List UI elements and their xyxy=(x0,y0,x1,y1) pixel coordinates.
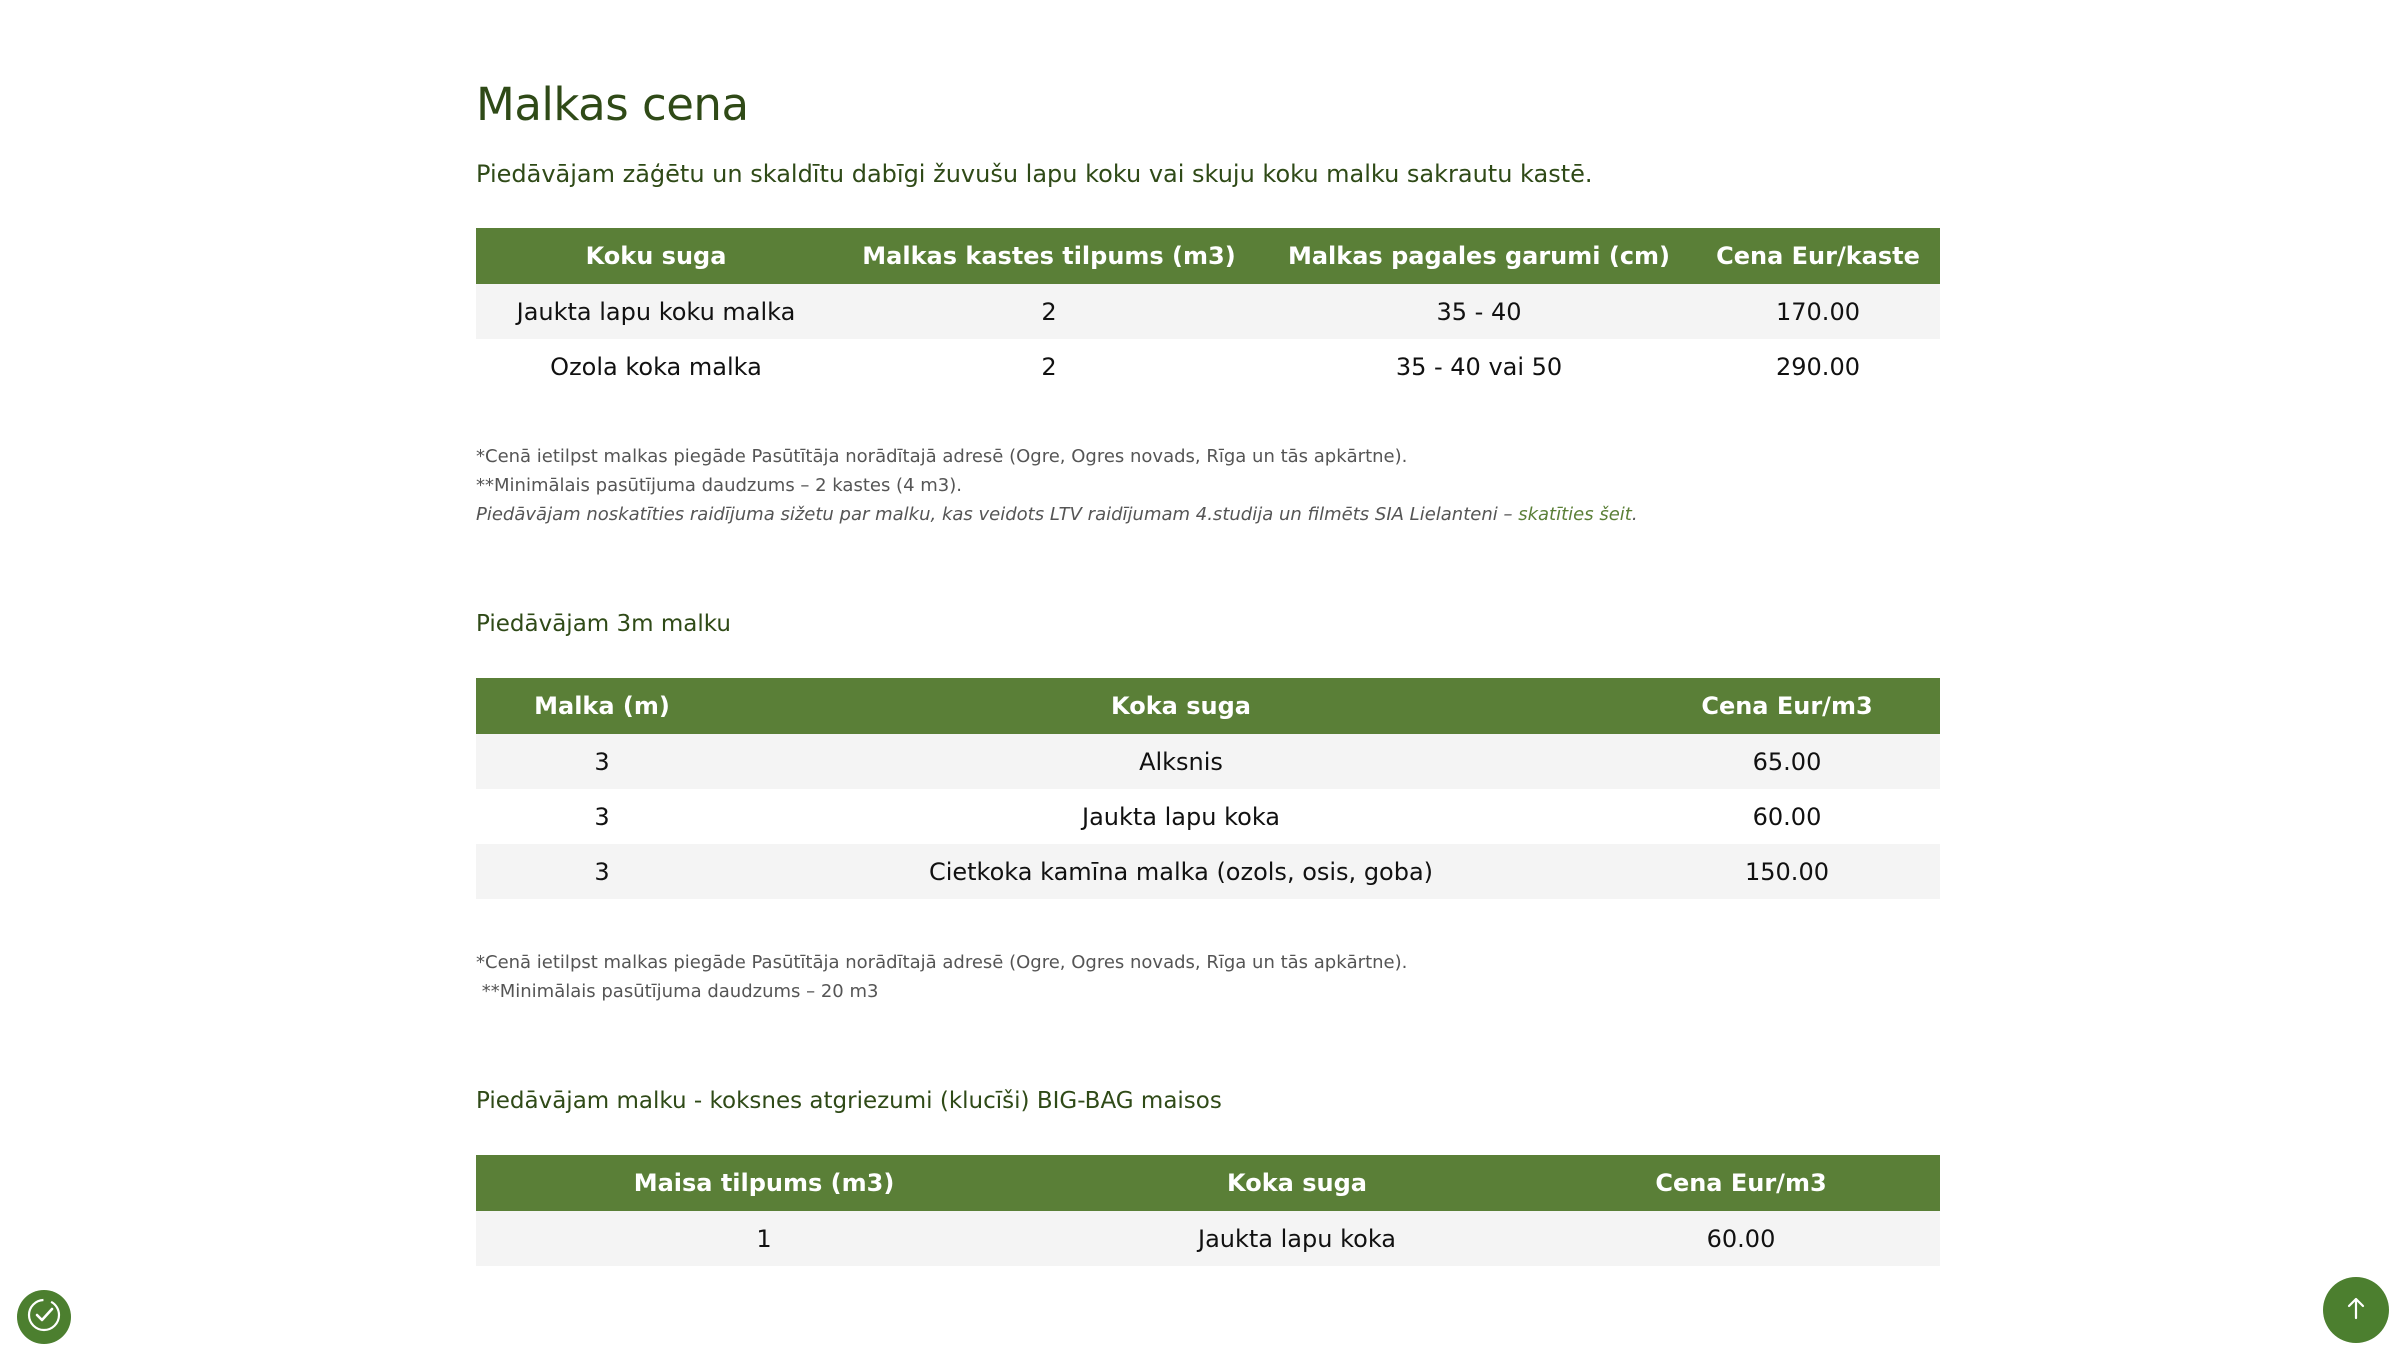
table-cell: Cietkoka kamīna malka (ozols, osis, goba) xyxy=(728,844,1634,899)
table-header-row xyxy=(476,1155,1940,1211)
table-cell: Jaukta lapu koku malka xyxy=(476,284,836,339)
table-cell: 35 - 40 vai 50 xyxy=(1262,339,1696,394)
delivery-note: *Cenā ietilpst malkas piegāde Pasūtītāja norādītajā adresē (Ogre, Ogres novads, Rīga un tās apkārtne). xyxy=(476,446,1408,467)
page-title: Malkas cena xyxy=(476,78,749,131)
watch-here-link[interactable]: skatīties šeit xyxy=(1518,504,1632,525)
table-cell: 2 xyxy=(836,284,1262,339)
column-header: Cena Eur/m3 xyxy=(1634,678,1940,734)
intro-text: Piedāvājam zāģētu un skaldītu dabīgi žuvušu lapu koku vai skuju koku malku sakrautu kastē. xyxy=(476,160,1593,188)
minimum-order-note: **Minimālais pasūtījuma daudzums – 2 kastes (4 m3). xyxy=(476,475,962,496)
table-cell: Jaukta lapu koka xyxy=(728,789,1634,844)
table-cell: 60.00 xyxy=(1542,1211,1940,1266)
video-note xyxy=(476,500,1638,529)
bigbag-price-table xyxy=(476,1155,1940,1266)
notes-3m-table xyxy=(476,948,1407,1006)
cookie-settings-button[interactable] xyxy=(17,1290,71,1344)
video-note-end: . xyxy=(1631,504,1638,525)
table-header-row xyxy=(476,228,1940,284)
table-row xyxy=(476,284,1940,339)
table-cell: 3 xyxy=(476,734,728,789)
column-header: Cena Eur/m3 xyxy=(1542,1155,1940,1211)
minimum-order-note: **Minimālais pasūtījuma daudzums – 20 m3 xyxy=(476,981,879,1002)
table-cell: 60.00 xyxy=(1634,789,1940,844)
table-cell: 35 - 40 xyxy=(1262,284,1696,339)
notes-box-table xyxy=(476,442,1638,529)
table-row xyxy=(476,789,1940,844)
firewood-box-price-table xyxy=(476,228,1940,394)
column-header: Malka (m) xyxy=(476,678,728,734)
column-header: Malkas kastes tilpums (m3) xyxy=(836,228,1262,284)
table-header-row xyxy=(476,678,1940,734)
table-cell: Jaukta lapu koka xyxy=(1052,1211,1542,1266)
table-cell: 65.00 xyxy=(1634,734,1940,789)
column-header: Malkas pagales garumi (cm) xyxy=(1262,228,1696,284)
delivery-note: *Cenā ietilpst malkas piegāde Pasūtītāja norādītajā adresē (Ogre, Ogres novads, Rīga un tās apkārtne). xyxy=(476,952,1408,973)
table-cell: 150.00 xyxy=(1634,844,1940,899)
table-cell: 2 xyxy=(836,339,1262,394)
cookie-consent-icon xyxy=(25,1296,63,1338)
column-header: Cena Eur/kaste xyxy=(1696,228,1940,284)
column-header: Koka suga xyxy=(728,678,1634,734)
table-cell: 3 xyxy=(476,844,728,899)
table-row xyxy=(476,1211,1940,1266)
table-cell: 170.00 xyxy=(1696,284,1940,339)
section-heading-3m: Piedāvājam 3m malku xyxy=(476,611,731,637)
table-cell: 290.00 xyxy=(1696,339,1940,394)
3m-firewood-price-table xyxy=(476,678,1940,899)
video-note-text: Piedāvājam noskatīties raidījuma sižetu par malku, kas veidots LTV raidījumam 4.studija un filmēts SIA Lielanteni – xyxy=(476,504,1519,525)
column-header: Maisa tilpums (m3) xyxy=(476,1155,1052,1211)
table-cell: 1 xyxy=(476,1211,1052,1266)
table-row xyxy=(476,734,1940,789)
scroll-to-top-button[interactable] xyxy=(2323,1277,2389,1343)
table-row xyxy=(476,339,1940,394)
table-row xyxy=(476,844,1940,899)
section-heading-bigbag: Piedāvājam malku - koksnes atgriezumi (klucīši) BIG-BAG maisos xyxy=(476,1088,1222,1114)
arrow-up-icon xyxy=(2342,1294,2370,1326)
column-header: Koka suga xyxy=(1052,1155,1542,1211)
column-header: Koku suga xyxy=(476,228,836,284)
table-cell: Alksnis xyxy=(728,734,1634,789)
table-cell: 3 xyxy=(476,789,728,844)
table-cell: Ozola koka malka xyxy=(476,339,836,394)
